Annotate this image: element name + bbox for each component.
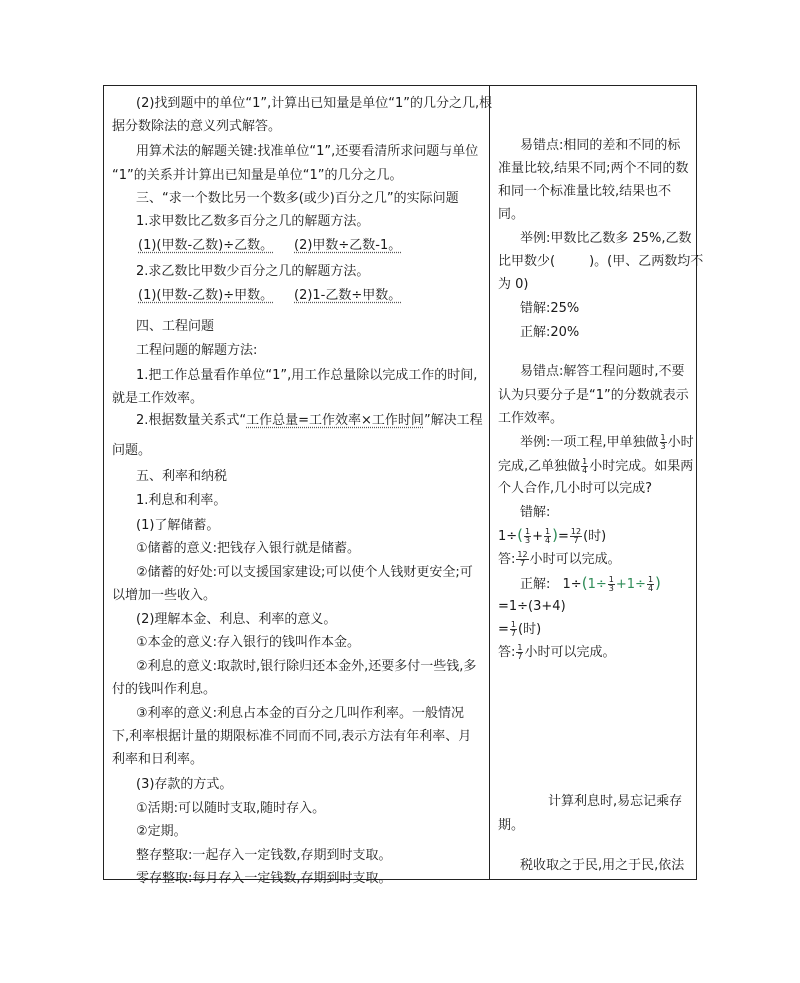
fraction-denominator: 4	[647, 584, 654, 593]
fraction-denominator: 3	[608, 584, 614, 593]
fraction	[608, 576, 615, 593]
text-line: (2)理解本金、利息、利率的意义。	[136, 612, 337, 627]
text-segment: 答:	[498, 552, 516, 567]
text-segment: 小时可以完成。	[524, 645, 616, 660]
text-line: ②定期。	[136, 824, 187, 839]
operator: +	[615, 577, 627, 592]
fraction-denominator: 7	[510, 629, 516, 638]
text-line: 1.利息和利率。	[136, 493, 227, 508]
operator: ÷	[595, 577, 607, 592]
tip-line: 错解:25%	[520, 301, 580, 316]
paren: )	[655, 574, 661, 592]
formula	[294, 238, 401, 254]
text-line: 据分数除法的意义列式解答。	[112, 119, 282, 134]
number: 1	[587, 577, 596, 592]
text-segment: ”解决工程	[423, 413, 483, 428]
paren: (	[517, 526, 524, 544]
tip-line: 计算利息时,易忘记乘存	[548, 794, 683, 809]
text-line: 整存整取:一起存入一定钱数,存期到时支取。	[136, 848, 392, 863]
tip-line	[498, 644, 616, 661]
fraction	[524, 528, 531, 545]
paren: (	[581, 574, 588, 592]
fraction	[516, 644, 523, 661]
text-segment: 小时可以完成。	[529, 552, 621, 567]
tip-line: 和同一个标准量比较,结果也不	[498, 184, 672, 199]
text-line: ②利息的意义:取款时,银行除归还本金外,还要多付一些钱,多	[136, 659, 477, 674]
text-line: ②储蓄的好处:可以支援国家建设;可以使个人钱财更安全;可	[136, 565, 473, 580]
fraction	[647, 576, 654, 593]
fraction-numerator: 1	[582, 457, 588, 466]
text-segment: )。(甲、乙两数均不	[589, 254, 704, 269]
fraction-numerator: 1	[525, 527, 531, 536]
text-line: 工程问题的解题方法:	[136, 343, 258, 358]
fraction-numerator: 1	[510, 620, 516, 629]
formula	[138, 288, 273, 304]
text-line: “1”的关系并计算出已知量是单位“1”的几分之几。	[112, 168, 403, 183]
text-segment: 1÷	[562, 577, 582, 592]
fraction-numerator: 12	[570, 527, 582, 536]
fraction	[581, 458, 588, 475]
text-line: ①活期:可以随时支取,随时存入。	[136, 801, 326, 816]
text-line: 下,利率根据计量的期限标准不同而不同,表示方法有年利率、月	[112, 729, 472, 744]
number: 1	[626, 577, 636, 592]
fraction	[544, 528, 551, 545]
tip-line: 同。	[498, 207, 525, 222]
tip-line: =1÷(3+4)	[498, 599, 566, 614]
text-segment: =	[557, 529, 569, 544]
formula-text: 工作总量=工作效率×工作时间	[246, 413, 424, 428]
text-line: 就是工作效率。	[112, 391, 204, 406]
text-segment: 完成,乙单独做	[498, 459, 581, 474]
notes-table	[103, 85, 704, 886]
text-line: 1.把工作总量看作单位“1”,用工作总量除以完成工作的时间,	[136, 368, 478, 383]
fraction-denominator: 4	[582, 466, 588, 475]
tip-line: 易错点:解答工程问题时,不要	[520, 364, 685, 379]
fraction-denominator: 3	[525, 536, 531, 545]
text-line: 以增加一些收入。	[112, 588, 217, 603]
paren: )	[552, 526, 558, 544]
formula-text: (1)(甲数-乙数)÷甲数。	[138, 288, 274, 303]
text-segment: 2.根据数量关系式“	[136, 413, 247, 428]
text-line: 用算术法的解题关键:找准单位“1”,还要看清所求问题与单位	[136, 144, 479, 159]
text-line: 1.求甲数比乙数多百分之几的解题方法。	[136, 214, 370, 229]
text-line: 付的钱叫作利息。	[112, 682, 217, 697]
fraction-denominator: 7	[517, 652, 523, 661]
text-line: 2.求乙数比甲数少百分之几的解题方法。	[136, 264, 370, 279]
text-segment: 小时完成。如果两	[589, 459, 694, 474]
tip-line: 准量比较,结果不同;两个不同的数	[498, 161, 689, 176]
fraction-numerator: 1	[608, 575, 614, 584]
fraction	[510, 621, 517, 638]
fraction-numerator: 1	[517, 643, 523, 652]
tip-line: 工作效率。	[498, 411, 564, 426]
fraction-numerator: 1	[660, 433, 666, 442]
text-segment: 正解:	[520, 577, 551, 592]
text-line: ①本金的意义:存入银行的钱叫作本金。	[136, 635, 361, 650]
fraction-denominator: 7	[573, 536, 579, 545]
text-segment: (时)	[583, 529, 607, 544]
text-segment: 答:	[498, 645, 516, 660]
tip-line: 为 0)	[498, 277, 529, 292]
fraction	[660, 434, 667, 451]
text-line: 零存整取:每月存入一定钱数,存期到时支取。	[136, 871, 392, 886]
tip-line: 正解:20%	[520, 325, 580, 340]
tip-line	[498, 527, 606, 545]
fraction-numerator: 1	[647, 575, 654, 584]
formula	[294, 288, 401, 304]
tip-line: 期。	[498, 818, 525, 833]
fraction-denominator: 3	[660, 442, 666, 451]
tip-line	[520, 434, 694, 451]
text-segment: 1÷	[498, 529, 518, 544]
formula-text: (2)甲数÷乙数-1。	[294, 238, 402, 253]
formula	[138, 238, 273, 254]
text-segment: 举例:一项工程,甲单独做	[520, 435, 659, 450]
operator: +	[532, 529, 544, 544]
fraction-numerator: 1	[545, 527, 551, 536]
right-column	[490, 86, 704, 879]
tip-line	[498, 551, 621, 568]
operator: ÷	[635, 577, 646, 592]
text-line: ③利率的意义:利息占本金的百分之几叫作利率。一般情况	[136, 706, 465, 721]
tip-line: 错解:	[520, 505, 551, 520]
tip-line: 个人合作,几小时可以完成?	[498, 481, 653, 496]
fraction	[516, 551, 528, 568]
text-line: 利率和日利率。	[112, 752, 204, 767]
tip-line: 税收取之于民,用之于民,依法	[520, 858, 685, 873]
section-heading: 四、工程问题	[136, 319, 215, 334]
fraction-numerator: 12	[517, 550, 528, 559]
text-line: ①储蓄的意义:把钱存入银行就是储蓄。	[136, 541, 361, 556]
text-line: 问题。	[112, 443, 152, 458]
text-line: (1)了解储蓄。	[136, 518, 220, 533]
text-segment: (时)	[518, 622, 542, 637]
text-line	[136, 413, 483, 429]
tip-line: 易错点:相同的差和不同的标	[520, 138, 681, 153]
formula-text: (2)1-乙数÷甲数。	[294, 288, 402, 303]
fraction-denominator: 4	[545, 536, 551, 545]
tip-line	[498, 458, 693, 475]
tip-line	[520, 575, 661, 593]
text-segment: 小时	[667, 435, 694, 450]
tip-line: 认为只要分子是“1”的分数就表示	[498, 388, 689, 403]
fraction	[570, 528, 582, 545]
text-line: (2)找到题中的单位“1”,计算出已知量是单位“1”的几分之几,根	[136, 96, 493, 111]
section-heading: 三、“求一个数比另一个数多(或少)百分之几”的实际问题	[136, 191, 459, 206]
section-heading: 五、利率和纳税	[136, 469, 228, 484]
tip-line: 举例:甲数比乙数多 25%,乙数	[520, 231, 692, 246]
text-line: (3)存款的方式。	[136, 777, 233, 792]
formula-text: (1)(甲数-乙数)÷乙数。	[138, 238, 274, 253]
text-segment: =	[498, 622, 509, 637]
tip-line	[498, 254, 703, 270]
tip-line	[498, 621, 541, 638]
text-segment: 比甲数少(	[498, 254, 556, 269]
fraction-denominator: 7	[519, 559, 526, 568]
